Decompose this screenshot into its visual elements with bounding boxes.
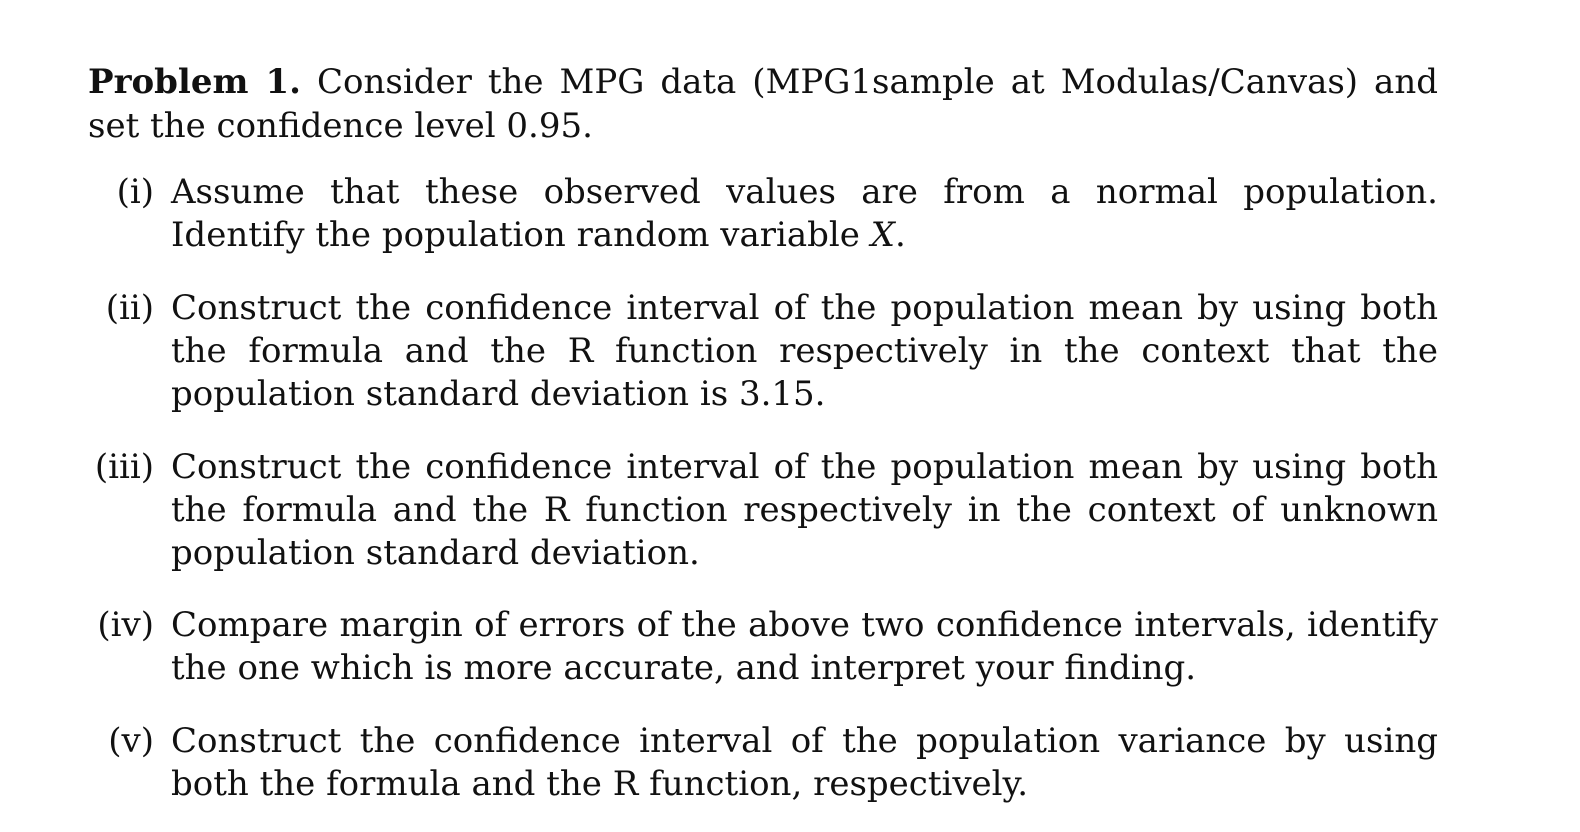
item-number: (i) xyxy=(116,172,154,212)
item-text-before-variable: Assume that these observed values are from a normal population. Identify the population random variable xyxy=(171,172,1438,255)
problem-item-ii xyxy=(88,287,1438,416)
problem-item-iv xyxy=(88,604,1438,690)
problem-statement xyxy=(88,60,1438,148)
problem-item-v xyxy=(88,720,1438,806)
item-number: (v) xyxy=(108,721,154,761)
problem-intro-text: Consider the MPG data (MPG1sample at Modulas/Canvas) and set the confidence level 0.95. xyxy=(88,62,1438,146)
item-number: (iv) xyxy=(97,605,154,645)
problem-item-iii xyxy=(88,446,1438,575)
item-text: Construct the confidence interval of the population variance by using both the formula and the R function, respectively. xyxy=(171,721,1438,804)
item-number: (iii) xyxy=(94,447,154,487)
random-variable: X xyxy=(870,215,895,255)
item-text: Construct the confidence interval of the population mean by using both the formula and the R function respectively in the context that the population standard deviation is 3.15. xyxy=(171,288,1438,414)
item-text: Compare margin of errors of the above two confidence intervals, identify the one which is more accurate, and interpret your finding. xyxy=(171,605,1438,688)
problem-item-i xyxy=(88,171,1438,257)
item-text: Construct the confidence interval of the population mean by using both the formula and the R function respectively in the context of unknown population standard deviation. xyxy=(171,447,1438,573)
item-number: (ii) xyxy=(105,288,154,328)
problem-label: Problem 1. xyxy=(88,62,301,102)
item-text xyxy=(171,171,1438,257)
item-text-after-variable: . xyxy=(894,215,906,255)
